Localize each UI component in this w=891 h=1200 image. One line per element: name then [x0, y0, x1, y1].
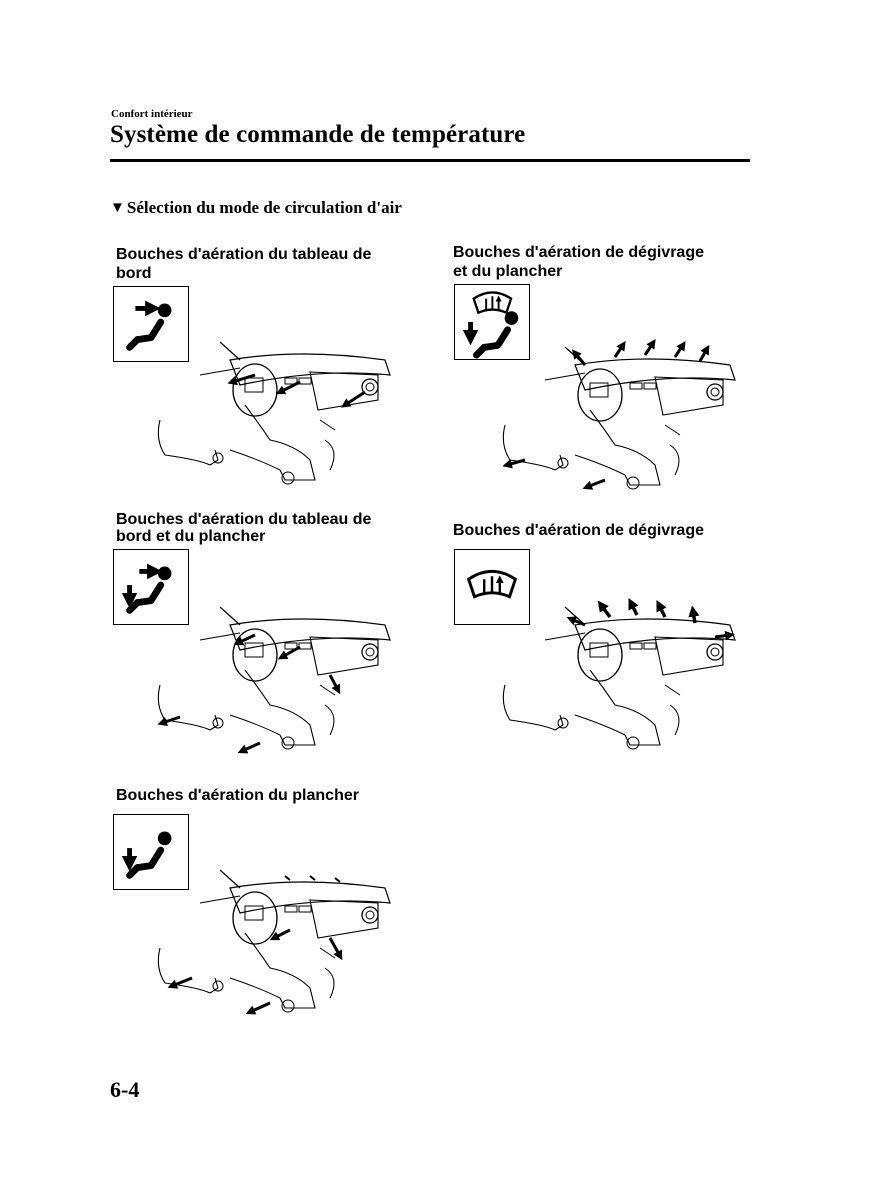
caption-line: Bouches d'aération du tableau de — [116, 511, 372, 528]
caption-line: Bouches d'aération du tableau de — [116, 246, 372, 263]
mode-caption-floor — [116, 786, 359, 805]
illustration-floor-vents — [200, 858, 400, 1028]
triangle-marker-icon: ▼ — [110, 199, 125, 216]
mode-caption-face — [116, 245, 371, 283]
bi-level-vent-icon — [113, 549, 189, 625]
caption-line: bord — [116, 265, 152, 282]
caption-line: et du plancher — [453, 263, 563, 280]
mode-caption-defrost-floor — [453, 243, 704, 281]
illustration-bi-level-vents — [200, 595, 400, 765]
mode-caption-bi-level — [116, 511, 371, 545]
caption-line: bord et du plancher — [116, 528, 266, 545]
defrost-icon — [454, 549, 530, 625]
subsection-title: Sélection du mode de circulation d'air — [126, 198, 402, 217]
illustration-defrost-vents — [545, 595, 745, 765]
title-rule — [110, 159, 750, 162]
caption-line: Bouches d'aération de dégivrage — [453, 522, 704, 539]
illustration-face-vents — [200, 330, 400, 500]
face-vent-icon — [113, 286, 189, 362]
page-number: 6-4 — [110, 1077, 140, 1102]
caption-line: Bouches d'aération du plancher — [116, 787, 359, 804]
subsection-heading — [110, 198, 402, 218]
floor-vent-icon — [113, 814, 189, 890]
section-label: Confort intérieur — [111, 108, 193, 120]
page-title: Système de commande de température — [110, 121, 526, 148]
caption-line: Bouches d'aération de dégivrage — [453, 244, 704, 261]
illustration-defrost-floor-vents — [545, 335, 745, 505]
defrost-floor-icon — [454, 284, 530, 360]
mode-caption-defrost — [453, 521, 704, 540]
